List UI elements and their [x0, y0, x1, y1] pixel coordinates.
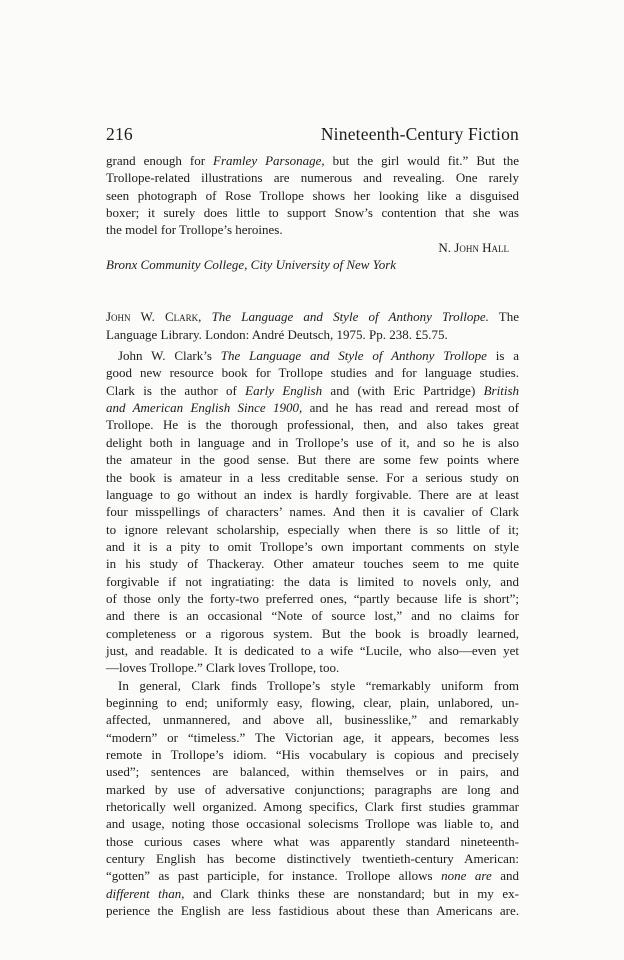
text-run: Early English — [245, 382, 323, 398]
text-run: beginning to end; uniformly easy, flowing, clear, plain, unlabored, un- — [106, 694, 519, 710]
paragraph-line — [106, 451, 519, 468]
paragraph-line — [106, 607, 519, 624]
review-end-line — [106, 204, 519, 221]
text-run: British — [483, 382, 520, 398]
paragraph-line — [106, 746, 519, 763]
paragraph-line — [106, 833, 519, 850]
text-run: and American English Since 1900, — [106, 400, 303, 416]
text-run: “modern” or “timeless.” The Victorian age, it appears, becomes less — [106, 729, 519, 745]
paragraph-line — [106, 590, 519, 607]
book-citation — [106, 308, 519, 343]
text-run: good new resource book for Trollope studies and for language studies. — [106, 365, 519, 381]
review-end-line — [106, 152, 519, 169]
paragraph-line — [106, 364, 519, 381]
text-run: none are — [441, 868, 492, 884]
paragraph-line — [106, 625, 519, 642]
paragraph-line — [106, 382, 519, 399]
text-run: in his study of Thackeray. Other amateur touches seem to me quite — [106, 556, 519, 572]
text-run: The Language and Style of Anthony Trollope. — [211, 309, 489, 325]
text-run: and it is a pity to omit Trollope’s own important comments on style — [106, 538, 519, 554]
review-paragraph-2 — [106, 677, 519, 920]
paragraph-line — [106, 642, 519, 659]
reviewer-signature — [106, 239, 519, 256]
paragraph-line — [106, 885, 519, 902]
running-title: Nineteenth-Century Fiction — [320, 124, 519, 144]
text-run: John W. Clark, — [106, 309, 202, 325]
text-run: and (with Eric Partridge) — [322, 382, 484, 398]
text-run: used”; sentences are balanced, within themselves or in pairs, and — [106, 764, 519, 780]
text-run: “gotten” as past participle, for instance. Trollope allows — [106, 868, 442, 884]
text-run: and usage, noting those occasional solecisms Trollope was liable to, and — [106, 816, 519, 832]
text-run: the model for Trollope’s heroines. — [106, 222, 283, 238]
review-end-line — [106, 169, 519, 186]
text-run: The — [488, 309, 519, 325]
paragraph-line — [106, 659, 519, 676]
paragraph-line — [106, 434, 519, 451]
text-run: Framley Parsonage, — [213, 153, 325, 168]
paragraph-line — [106, 399, 519, 416]
paragraph-line — [106, 416, 519, 433]
paragraph-line — [106, 503, 519, 520]
paragraph-line — [106, 763, 519, 780]
paragraph-line — [106, 781, 519, 798]
text-run: and Clark thinks these are nonstandard; but in my ex- — [184, 885, 519, 901]
text-run: delight both in language and in Trollope’s use of it, and so he is also — [106, 434, 519, 450]
text-run: but the girl would fit.” But the — [324, 153, 519, 168]
paragraph-line — [106, 815, 519, 832]
text-run: Language Library. London: André Deutsch, 1975. Pp. 238. £5.75. — [106, 326, 448, 342]
text-run: Clark is the author of — [106, 382, 246, 398]
paragraph-line — [106, 486, 519, 503]
text-run — [201, 309, 211, 324]
reviewer-name: N. John Hall — [438, 239, 509, 255]
text-run: In general, Clark finds Trollope’s style “remarkably uniform from — [118, 677, 519, 693]
text-run: remote in Trollope’s idiom. “His vocabulary is copious and precisely — [106, 747, 519, 762]
paragraph-line — [106, 729, 519, 746]
previous-review-ending — [106, 152, 519, 239]
review-end-line — [106, 221, 519, 238]
citation-line — [106, 308, 519, 325]
text-run: grand enough for — [106, 153, 214, 168]
paragraph-line — [106, 850, 519, 867]
text-run: marked by use of adversative conjunctions; paragraphs are long and — [106, 781, 519, 797]
text-run: The Language and Style of Anthony Trollope — [220, 348, 487, 364]
text-run: to ignore relevant scholarship, especially when there is so little of it; — [106, 521, 519, 537]
text-run: rhetorically well organized. Among specifics, Clark first studies grammar — [106, 799, 519, 815]
paragraph-line — [106, 798, 519, 815]
citation-line — [106, 326, 519, 343]
text-run: affected, unmannered, and above all, businesslike,” and remarkably — [106, 712, 519, 728]
text-run: —loves Trollope.” Clark loves Trollope, too. — [106, 660, 340, 676]
paragraph-line — [106, 677, 519, 694]
text-run: those curious cases where what was apparently standard nineteenth- — [106, 833, 519, 849]
text-run: language to go without an index is hardly forgivable. There are at least — [106, 486, 519, 502]
text-run: century English has become distinctively twentieth-century American: — [106, 851, 519, 867]
affiliation-text: Bronx Community College, City University of New York — [106, 257, 397, 273]
text-run: just, and readable. It is dedicated to a wife “Lucile, who also—even yet — [106, 642, 519, 658]
page-number: 216 — [106, 124, 133, 144]
paragraph-line — [106, 347, 519, 364]
text-run: completeness or a rigorous system. But the book is broadly learned, — [106, 625, 519, 641]
reviewer-affiliation — [106, 256, 519, 273]
text-run: and he has read and reread most of — [302, 400, 519, 416]
text-run: seen photograph of Rose Trollope shows her looking like a disguised — [106, 187, 519, 203]
text-run: and there is an occasional “Note of source lost,” and no claims for — [106, 608, 519, 624]
text-run: different than, — [106, 885, 185, 901]
paragraph-line — [106, 538, 519, 555]
text-run: Trollope-related illustrations are numerous and revealing. One rarely — [106, 170, 519, 186]
text-run: four misspellings of characters’ names. And then it is cavalier of Clark — [106, 504, 519, 520]
page-body — [106, 152, 519, 919]
text-run: forgivable if not ingratiating: the data is limited to novels only, and — [106, 573, 519, 589]
paragraph-line — [106, 694, 519, 711]
paragraph-line — [106, 521, 519, 538]
review-end-line — [106, 187, 519, 204]
paragraph-line — [106, 573, 519, 590]
text-run: the book is amateur in a less creditable sense. For a serious study on — [106, 469, 519, 485]
text-run: and — [491, 868, 519, 884]
text-run: the amateur in the good sense. But there are some few points where — [106, 452, 519, 468]
text-run: John W. Clark’s — [118, 348, 221, 364]
paragraph-line — [106, 555, 519, 572]
paragraph-line — [106, 711, 519, 728]
paragraph-line — [106, 902, 519, 919]
review-paragraph-1 — [106, 347, 519, 677]
running-header — [106, 124, 519, 148]
text-run: of those only the forty-two preferred ones, “partly because life is short”; — [106, 590, 519, 606]
text-run: perience the English are less fastidious about these than Americans are. — [106, 903, 519, 919]
paragraph-line — [106, 867, 519, 884]
text-run: Trollope. He is the thorough professional, then, and also takes great — [106, 417, 519, 433]
text-run: is a — [486, 348, 519, 364]
text-run: boxer; it surely does little to support Snow’s contention that she was — [106, 205, 519, 221]
paragraph-line — [106, 469, 519, 486]
